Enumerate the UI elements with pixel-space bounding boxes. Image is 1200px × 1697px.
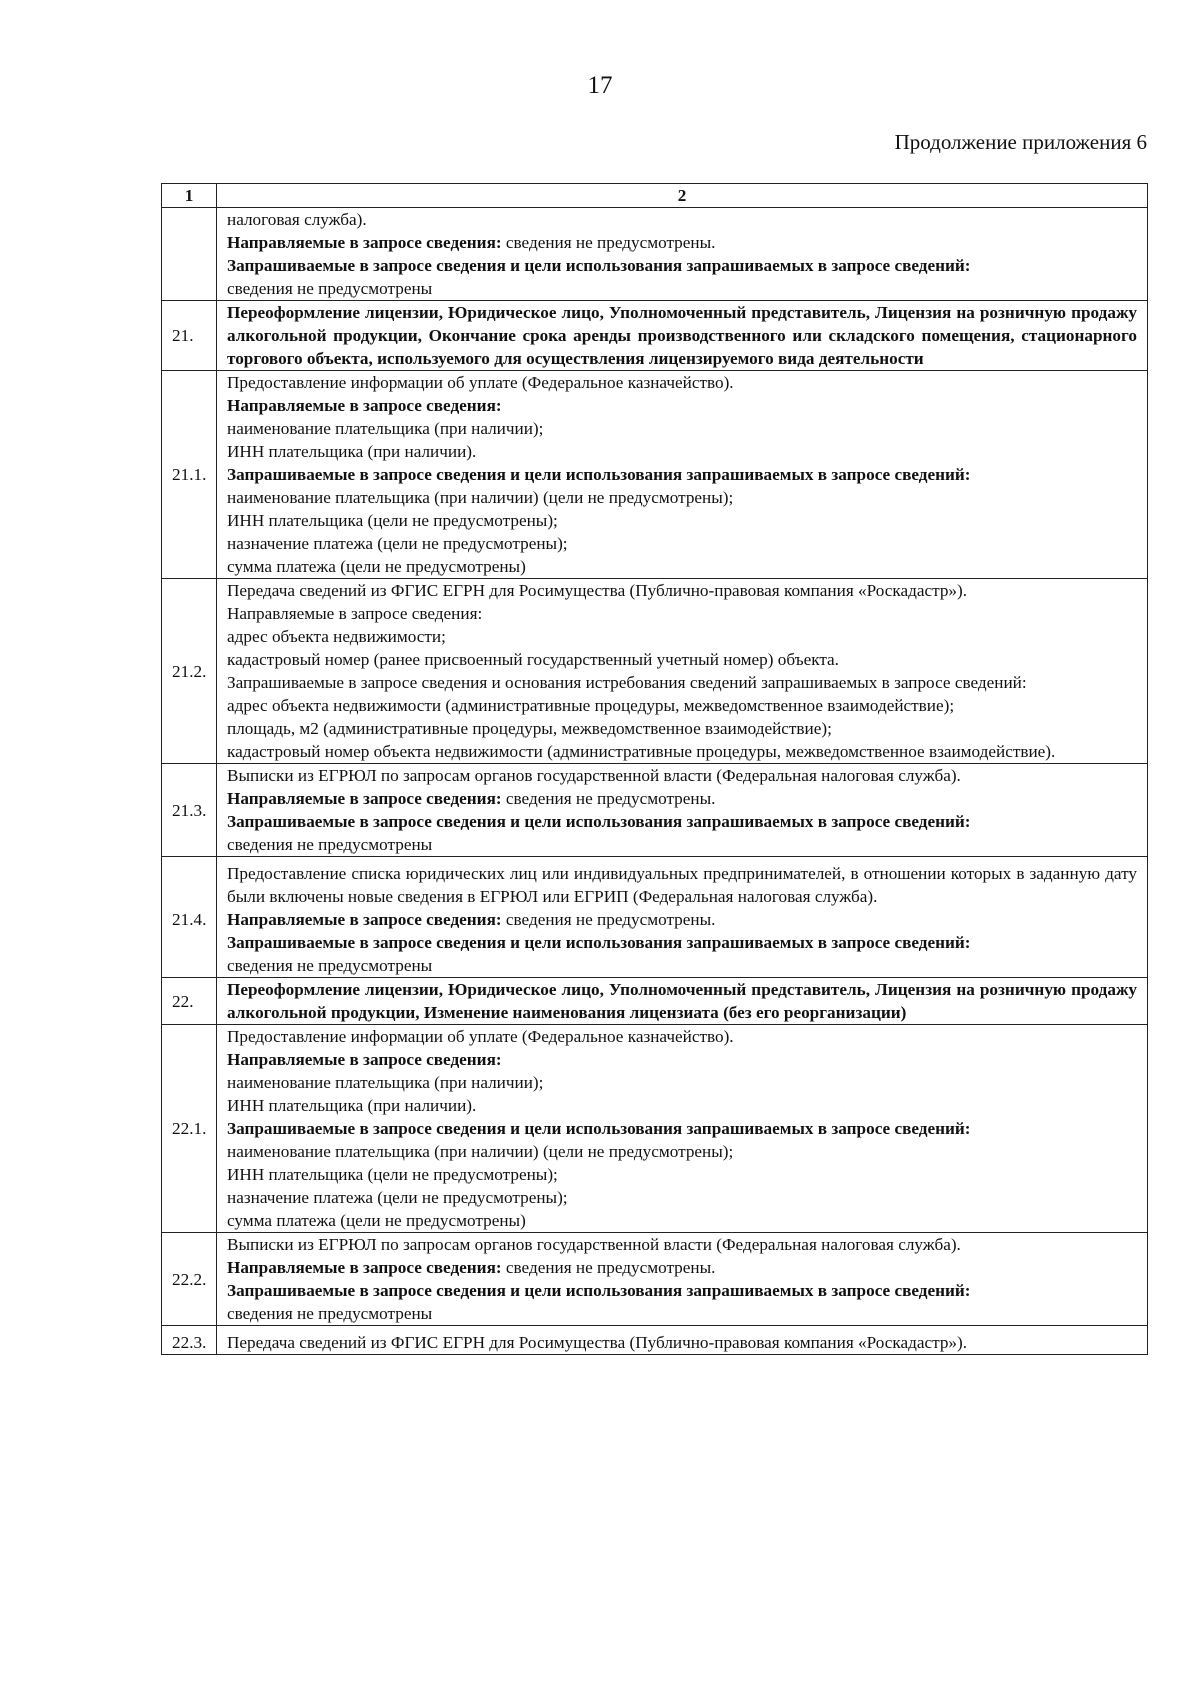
row-number: 22.2.	[162, 1233, 217, 1326]
content-line	[227, 231, 1137, 254]
bold-text: Переоформление лицензии, Юридическое лицо, Уполномоченный представитель, Лицензия на розничную продажу алкогольной продукции, Окончание срока аренды производственного или складского помещения, стационарного торгового объекта, используемого для осуществления лицензируемого вида деятельности	[227, 303, 1137, 368]
plain-text: сведения не предусмотрены	[227, 1304, 433, 1323]
plain-text: сведения не предусмотрены	[227, 279, 433, 298]
row-content	[217, 764, 1148, 857]
plain-text: наименование плательщика (при наличии) (цели не предусмотрены);	[227, 488, 734, 507]
plain-text: наименование плательщика (при наличии);	[227, 419, 544, 438]
row-number: 21.1.	[162, 371, 217, 579]
content-line	[227, 625, 1137, 648]
content-line	[227, 978, 1137, 1024]
plain-text: сведения не предусмотрены.	[501, 910, 716, 929]
content-line	[227, 1048, 1137, 1071]
bold-text: Направляемые в запросе сведения:	[227, 396, 502, 415]
row-content	[217, 978, 1148, 1025]
row-content	[217, 1233, 1148, 1326]
plain-text: сведения не предусмотрены.	[501, 1258, 716, 1277]
plain-text: кадастровый номер (ранее присвоенный государственный учетный номер) объекта.	[227, 650, 839, 669]
table-row	[162, 978, 1148, 1025]
content-line	[227, 648, 1137, 671]
bold-text: Направляемые в запросе сведения:	[227, 910, 502, 929]
plain-text: адрес объекта недвижимости;	[227, 627, 446, 646]
row-number: 22.	[162, 978, 217, 1025]
plain-text: ИНН плательщика (при наличии).	[227, 442, 477, 461]
plain-text: наименование плательщика (при наличии) (цели не предусмотрены);	[227, 1142, 734, 1161]
content-line	[227, 371, 1137, 394]
content-line	[227, 463, 1137, 486]
plain-text: назначение платежа (цели не предусмотрены);	[227, 534, 568, 553]
appendix-continuation-label: Продолжение приложения 6	[894, 130, 1147, 154]
bold-text: Запрашиваемые в запросе сведения и цели использования запрашиваемых в запросе сведений:	[227, 1119, 971, 1138]
row-content	[217, 301, 1148, 371]
bold-text: Направляемые в запросе сведения:	[227, 789, 502, 808]
content-line	[227, 1117, 1137, 1140]
row-number	[162, 208, 217, 301]
bold-text: Запрашиваемые в запросе сведения и цели использования запрашиваемых в запросе сведений:	[227, 465, 971, 484]
plain-text: назначение платежа (цели не предусмотрены);	[227, 1188, 568, 1207]
content-line	[227, 1071, 1137, 1094]
content-line	[227, 740, 1137, 763]
content-line	[227, 671, 1137, 694]
row-content	[217, 1025, 1148, 1233]
column-header-number: 1	[162, 184, 217, 208]
bold-text: Запрашиваемые в запросе сведения и цели использования запрашиваемых в запросе сведений:	[227, 1281, 971, 1300]
content-line	[227, 764, 1137, 787]
content-line	[227, 1256, 1137, 1279]
plain-text: ИНН плательщика (цели не предусмотрены);	[227, 511, 558, 530]
table-body	[162, 208, 1148, 1355]
row-number: 21.2.	[162, 579, 217, 764]
table-header-row	[162, 184, 1148, 208]
content-line	[227, 833, 1137, 856]
plain-text: Выписки из ЕГРЮЛ по запросам органов государственной власти (Федеральная налоговая служба).	[227, 766, 961, 785]
row-number: 22.1.	[162, 1025, 217, 1233]
row-number: 21.4.	[162, 857, 217, 978]
content-line	[227, 1233, 1137, 1256]
row-content	[217, 371, 1148, 579]
content-line	[227, 555, 1137, 578]
content-line	[227, 1094, 1137, 1117]
bold-text: Направляемые в запросе сведения:	[227, 233, 502, 252]
plain-text: наименование плательщика (при наличии);	[227, 1073, 544, 1092]
plain-text: налоговая служба).	[227, 210, 367, 229]
plain-text: адрес объекта недвижимости (административные процедуры, межведомственное взаимодействие);	[227, 696, 955, 715]
content-line	[227, 509, 1137, 532]
content-line	[227, 908, 1137, 931]
row-content	[217, 208, 1148, 301]
bold-text: Направляемые в запросе сведения:	[227, 1258, 502, 1277]
content-line	[227, 579, 1137, 602]
row-content	[217, 1326, 1148, 1355]
table-row	[162, 1025, 1148, 1233]
plain-text: Выписки из ЕГРЮЛ по запросам органов государственной власти (Федеральная налоговая служба).	[227, 1235, 961, 1254]
bold-text: Направляемые в запросе сведения:	[227, 1050, 502, 1069]
plain-text: Предоставление информации об уплате (Федеральное казначейство).	[227, 373, 734, 392]
bold-text: Переоформление лицензии, Юридическое лицо, Уполномоченный представитель, Лицензия на розничную продажу алкогольной продукции, Изменение наименования лицензиата (без его реорганизации)	[227, 980, 1137, 1022]
content-line	[227, 1140, 1137, 1163]
plain-text: сведения не предусмотрены	[227, 835, 433, 854]
appendix-table	[161, 183, 1148, 1355]
content-line	[227, 810, 1137, 833]
table-row	[162, 208, 1148, 301]
content-line	[227, 301, 1137, 370]
plain-text: сумма платежа (цели не предусмотрены)	[227, 557, 526, 576]
plain-text: Предоставление списка юридических лиц или индивидуальных предпринимателей, в отношении которых в заданную дату были включены новые сведения в ЕГРЮЛ или ЕГРИП (Федеральная налоговая служба).	[227, 864, 1137, 906]
content-line	[227, 277, 1137, 300]
content-line	[227, 954, 1137, 977]
bold-text: Запрашиваемые в запросе сведения и цели использования запрашиваемых в запросе сведений:	[227, 933, 971, 952]
content-line	[227, 1279, 1137, 1302]
plain-text: Запрашиваемые в запросе сведения и основания истребования сведений запрашиваемых в запросе сведений:	[227, 673, 1027, 692]
plain-text: сведения не предусмотрены	[227, 956, 433, 975]
content-line	[227, 208, 1137, 231]
content-line	[227, 254, 1137, 277]
plain-text: кадастровый номер объекта недвижимости (административные процедуры, межведомственное взаимодействие).	[227, 742, 1056, 761]
plain-text: сведения не предусмотрены.	[501, 789, 716, 808]
plain-text: сумма платежа (цели не предусмотрены)	[227, 1211, 526, 1230]
content-line	[227, 694, 1137, 717]
row-number: 21.	[162, 301, 217, 371]
plain-text: ИНН плательщика (цели не предусмотрены);	[227, 1165, 558, 1184]
plain-text: Передача сведений из ФГИС ЕГРН для Росимущества (Публично-правовая компания «Роскадастр»).	[227, 1333, 968, 1352]
column-header-content: 2	[217, 184, 1148, 208]
page-number: 17	[587, 72, 613, 99]
content-line	[227, 1186, 1137, 1209]
table-row	[162, 1326, 1148, 1355]
content-line	[227, 1163, 1137, 1186]
content-line	[227, 1025, 1137, 1048]
table-row	[162, 764, 1148, 857]
table-row	[162, 579, 1148, 764]
content-line	[227, 717, 1137, 740]
plain-text: Передача сведений из ФГИС ЕГРН для Росимущества (Публично-правовая компания «Роскадастр»).	[227, 581, 968, 600]
bold-text: Запрашиваемые в запросе сведения и цели использования запрашиваемых в запросе сведений:	[227, 812, 971, 831]
row-content	[217, 579, 1148, 764]
plain-text: сведения не предусмотрены.	[501, 233, 716, 252]
content-line	[227, 486, 1137, 509]
content-line	[227, 787, 1137, 810]
row-number: 22.3.	[162, 1326, 217, 1355]
row-content	[217, 857, 1148, 978]
content-line	[227, 931, 1137, 954]
plain-text: Предоставление информации об уплате (Федеральное казначейство).	[227, 1027, 734, 1046]
content-line	[227, 394, 1137, 417]
table-row	[162, 301, 1148, 371]
content-line	[227, 1209, 1137, 1232]
content-line	[227, 532, 1137, 555]
row-number: 21.3.	[162, 764, 217, 857]
table-row	[162, 857, 1148, 978]
bold-text: Запрашиваемые в запросе сведения и цели использования запрашиваемых в запросе сведений:	[227, 256, 971, 275]
table-row	[162, 371, 1148, 579]
table-row	[162, 1233, 1148, 1326]
content-line	[227, 1331, 1137, 1354]
plain-text: площадь, м2 (административные процедуры, межведомственное взаимодействие);	[227, 719, 832, 738]
content-line	[227, 1302, 1137, 1325]
plain-text: Направляемые в запросе сведения:	[227, 604, 483, 623]
content-line	[227, 602, 1137, 625]
content-line	[227, 440, 1137, 463]
content-line	[227, 417, 1137, 440]
plain-text: ИНН плательщика (при наличии).	[227, 1096, 477, 1115]
content-line	[227, 862, 1137, 908]
